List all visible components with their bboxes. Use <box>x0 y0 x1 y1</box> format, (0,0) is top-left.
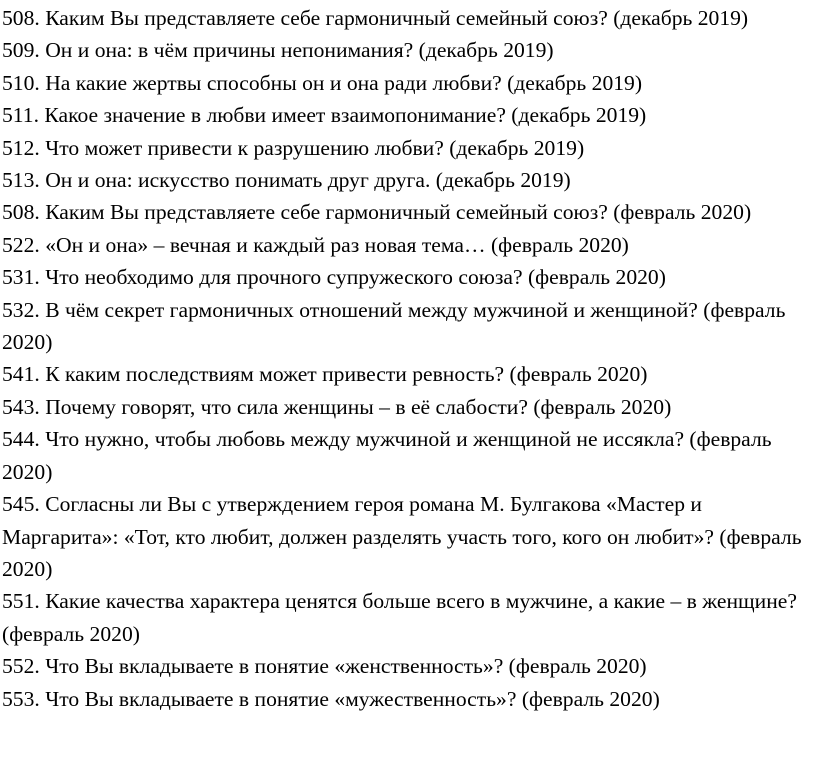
topic-552: 552. Что Вы вкладываете в понятие «женственность»? (февраль 2020) <box>2 654 647 679</box>
topic-545: 545. Согласны ли Вы с утверждением героя романа М. Булгакова «Мастер и Маргарита»: «Тот, кто любит, должен разделять участь того, кого он любит»? (февраль 2020) <box>2 492 802 581</box>
topic-508-dec: 508. Каким Вы представляете себе гармоничный семейный союз? (декабрь 2019) <box>2 6 749 30</box>
topic-513: 513. Он и она: искусство понимать друг друга. (декабрь 2019) <box>2 168 571 193</box>
topic-510: 510. На какие жертвы способны он и она ради любви? (декабрь 2019) <box>2 70 643 95</box>
topic-551: 551. Какие качества характера ценятся больше всего в мужчине, а какие – в женщине? (февраль 2020) <box>2 589 797 646</box>
topic-543: 543. Почему говорят, что сила женщины – в её слабости? (февраль 2020) <box>2 394 672 419</box>
topic-511: 511. Какое значение в любви имеет взаимопонимание? (декабрь 2019) <box>2 103 647 128</box>
topic-553: 553. Что Вы вкладываете в понятие «мужественность»? (февраль 2020) <box>2 686 660 711</box>
topic-544: 544. Что нужно, чтобы любовь между мужчиной и женщиной не иссякла? (февраль 2020) <box>2 427 772 484</box>
topic-508-feb: 508. Каким Вы представляете себе гармоничный семейный союз? (февраль 2020) <box>2 200 752 225</box>
topic-532: 532. В чём секрет гармоничных отношений между мужчиной и женщиной? (февраль 2020) <box>2 297 786 355</box>
topic-509: 509. Он и она: в чём причины непонимания? (декабрь 2019) <box>2 38 554 63</box>
topic-522: 522. «Он и она» – вечная и каждый раз новая тема… (февраль 2020) <box>2 232 629 257</box>
topic-512: 512. Что может привести к разрушению любви? (декабрь 2019) <box>2 135 585 160</box>
topic-531: 531. Что необходимо для прочного супружеского союза? (февраль 2020) <box>2 265 666 290</box>
topic-541: 541. К каким последствиям может привести ревность? (февраль 2020) <box>2 362 648 387</box>
